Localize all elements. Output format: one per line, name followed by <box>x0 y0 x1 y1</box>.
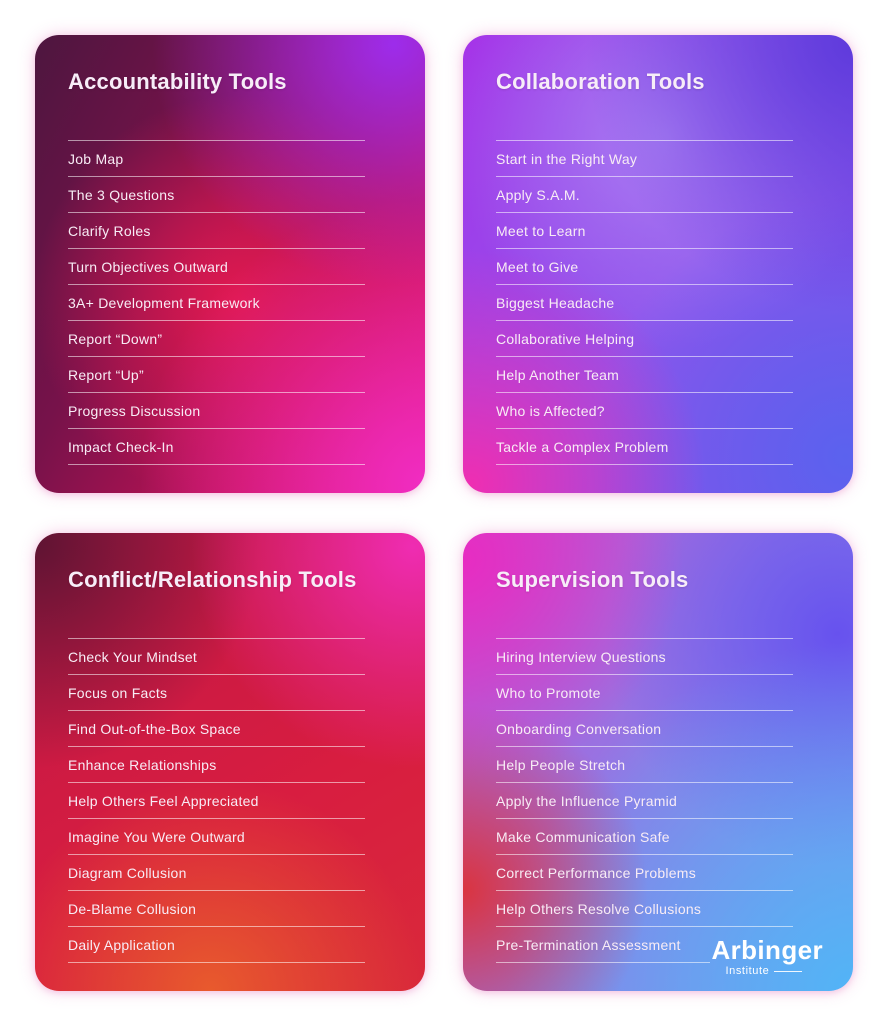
list-item: Help Others Feel Appreciated <box>68 783 365 819</box>
tool-list-accountability <box>68 140 365 465</box>
list-item: Focus on Facts <box>68 675 365 711</box>
list-item: Pre-Termination Assessment <box>496 927 710 963</box>
list-item: Who to Promote <box>496 675 793 711</box>
card-supervision-tools <box>463 533 853 991</box>
list-item: Help Another Team <box>496 357 793 393</box>
list-item: Collaborative Helping <box>496 321 793 357</box>
card-title-supervision: Supervision Tools <box>496 567 689 592</box>
list-item: Progress Discussion <box>68 393 365 429</box>
list-item: Onboarding Conversation <box>496 711 793 747</box>
arbinger-institute-logo <box>711 937 823 977</box>
list-item: Apply the Influence Pyramid <box>496 783 793 819</box>
tool-list-collaboration <box>496 140 793 465</box>
list-item: Make Communication Safe <box>496 819 793 855</box>
list-item: Daily Application <box>68 927 365 963</box>
tool-list-conflict-relationship <box>68 638 365 963</box>
list-item: Find Out-of-the-Box Space <box>68 711 365 747</box>
list-item: Job Map <box>68 141 365 177</box>
list-item: Meet to Give <box>496 249 793 285</box>
list-item: Hiring Interview Questions <box>496 639 793 675</box>
list-item: Meet to Learn <box>496 213 793 249</box>
list-item: Report “Up” <box>68 357 365 393</box>
list-item: Start in the Right Way <box>496 141 793 177</box>
list-item: Diagram Collusion <box>68 855 365 891</box>
card-title-accountability: Accountability Tools <box>68 69 287 94</box>
list-item: Help People Stretch <box>496 747 793 783</box>
card-accountability-tools <box>35 35 425 493</box>
list-item: Apply S.A.M. <box>496 177 793 213</box>
list-item: Enhance Relationships <box>68 747 365 783</box>
list-item: Clarify Roles <box>68 213 365 249</box>
tools-grid <box>35 35 853 991</box>
card-title-collaboration: Collaboration Tools <box>496 69 705 94</box>
logo-rule <box>774 971 802 972</box>
list-item: The 3 Questions <box>68 177 365 213</box>
logo-wordmark: Arbinger <box>711 935 823 965</box>
list-item: 3A+ Development Framework <box>68 285 365 321</box>
tool-list-supervision <box>496 638 793 963</box>
card-conflict-relationship-tools <box>35 533 425 991</box>
card-title-conflict-relationship: Conflict/Relationship Tools <box>68 567 357 592</box>
logo-subtitle: Institute <box>725 965 770 977</box>
list-item: Tackle a Complex Problem <box>496 429 793 465</box>
list-item: Help Others Resolve Collusions <box>496 891 793 927</box>
list-item: Imagine You Were Outward <box>68 819 365 855</box>
card-collaboration-tools <box>463 35 853 493</box>
list-item: De-Blame Collusion <box>68 891 365 927</box>
list-item: Check Your Mindset <box>68 639 365 675</box>
list-item: Correct Performance Problems <box>496 855 793 891</box>
list-item: Biggest Headache <box>496 285 793 321</box>
list-item: Turn Objectives Outward <box>68 249 365 285</box>
list-item: Who is Affected? <box>496 393 793 429</box>
list-item: Report “Down” <box>68 321 365 357</box>
list-item: Impact Check-In <box>68 429 365 465</box>
